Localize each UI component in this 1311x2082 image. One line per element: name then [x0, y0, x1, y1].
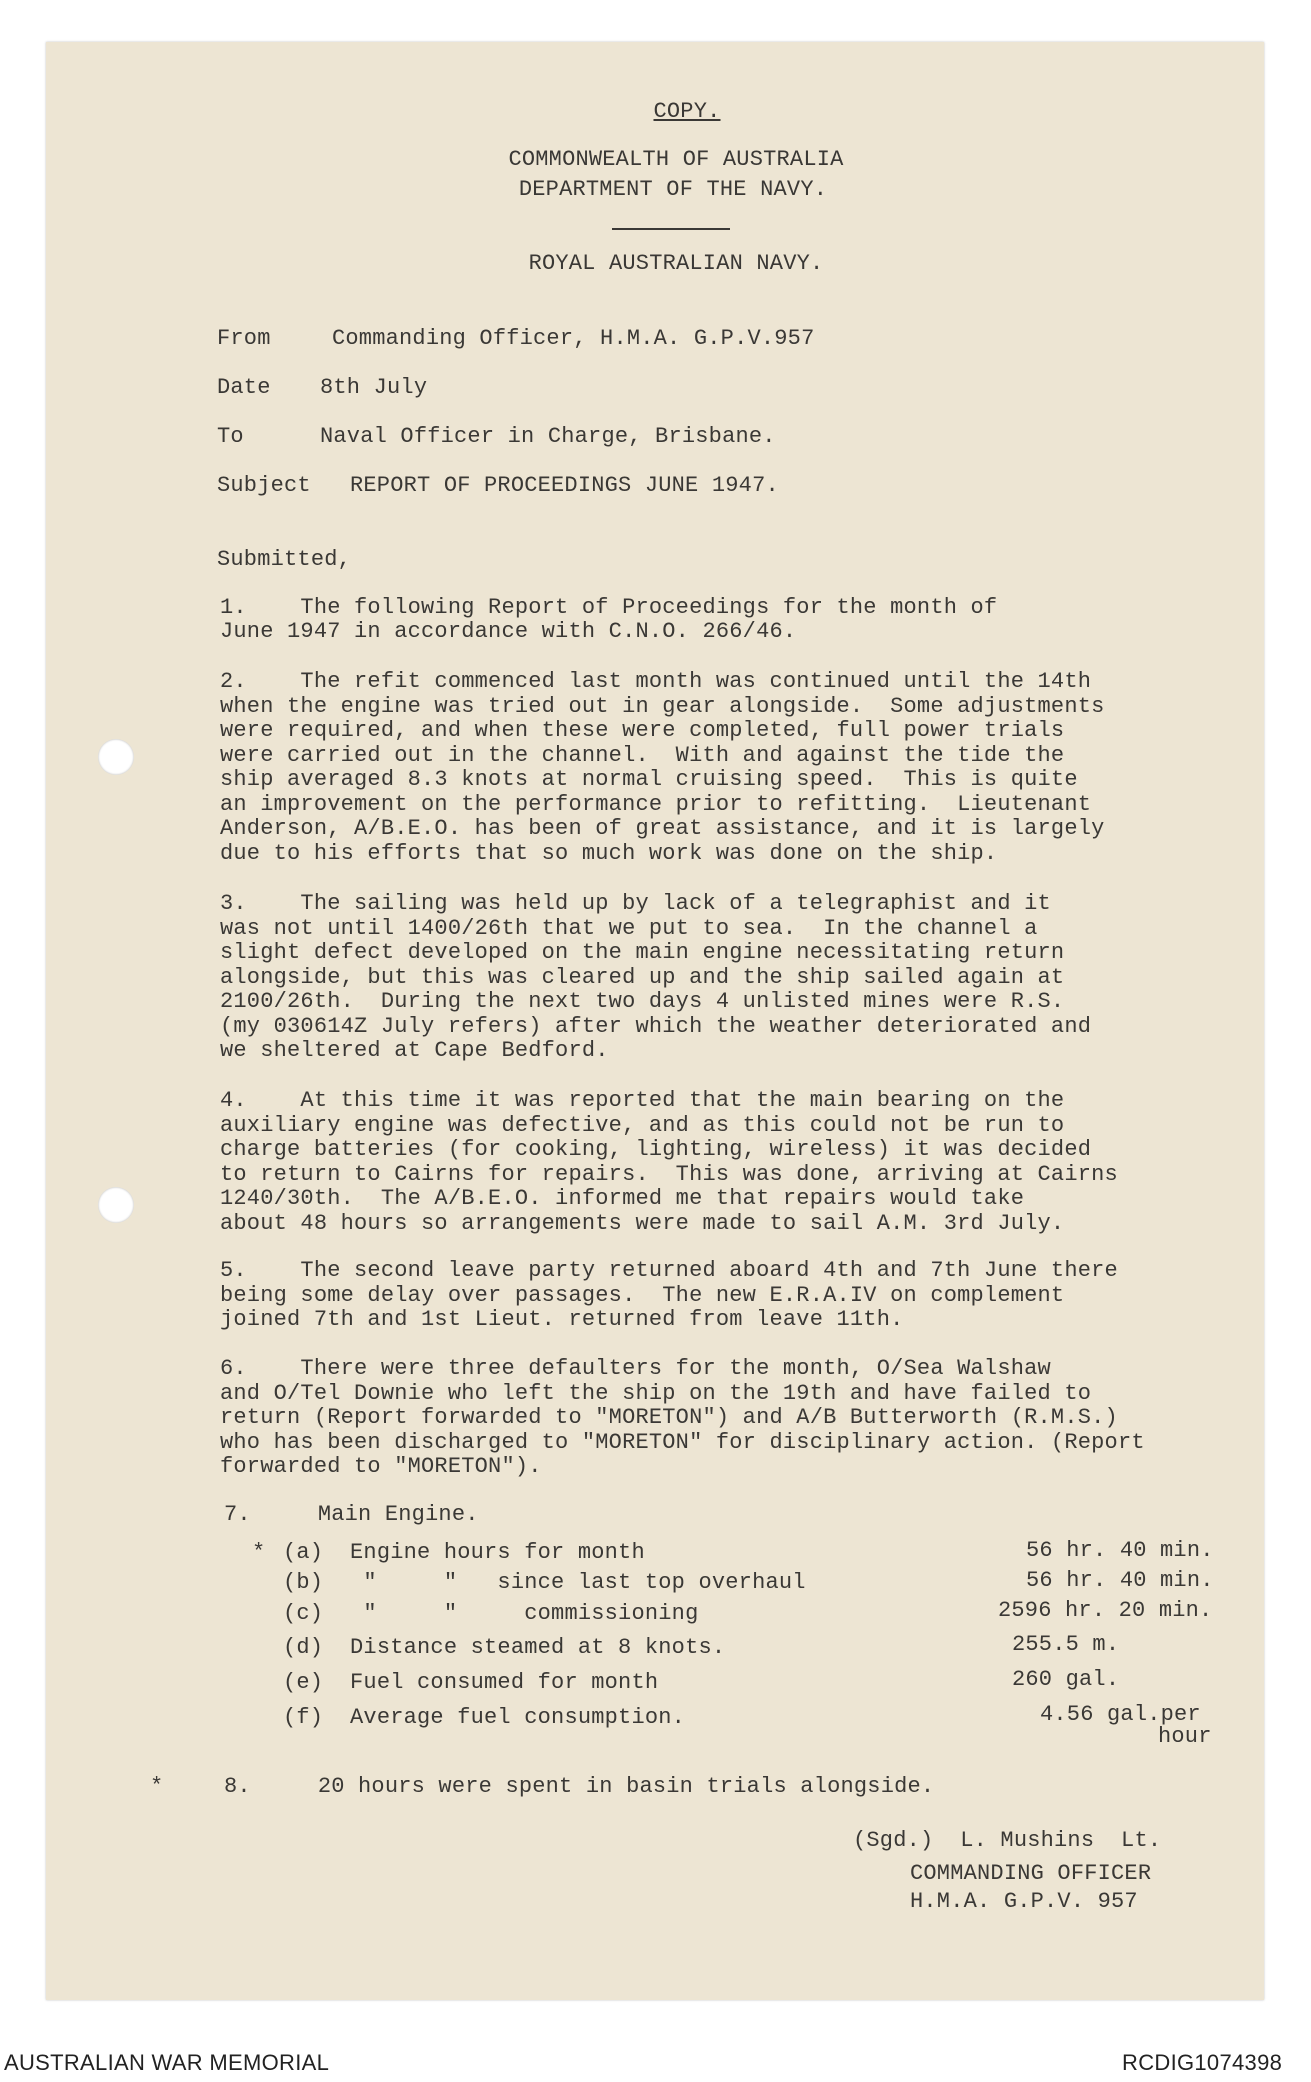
- footer-archive-name: AUSTRALIAN WAR MEMORIAL: [4, 2050, 330, 2075]
- engine-row-value: 4.56 gal.per: [1040, 1702, 1201, 1727]
- submitted-text: Submitted,: [217, 547, 352, 572]
- paragraph-3-line: we sheltered at Cape Bedford.: [220, 1038, 609, 1063]
- paragraph-2-line: an improvement on the performance prior to refitting. Lieutenant: [220, 791, 1092, 817]
- from-value: Commanding Officer, H.M.A. G.P.V.957: [332, 326, 815, 351]
- paragraph-2-line: due to his efforts that so much work was done on the ship.: [220, 840, 998, 866]
- engine-row-value: 255.5 m.: [1012, 1632, 1120, 1657]
- punch-hole: [98, 739, 134, 775]
- header-line-2: DEPARTMENT OF THE NAVY.: [518, 177, 828, 202]
- date-value: 8th July: [320, 375, 428, 400]
- engine-row-value: 2596 hr. 20 min.: [998, 1598, 1213, 1623]
- paragraph-4-line: to return to Cairns for repairs. This was done, arriving at Cairns: [220, 1161, 1118, 1187]
- paragraph-4-line: auxiliary engine was defective, and as this could not be run to: [220, 1112, 1065, 1138]
- to-label: To: [217, 424, 244, 449]
- subject-value: REPORT OF PROCEEDINGS JUNE 1947.: [350, 473, 779, 498]
- engine-row-label: (e) Fuel consumed for month: [283, 1670, 659, 1695]
- paragraph-5-line: joined 7th and 1st Lieut. returned from leave 11th.: [220, 1307, 904, 1332]
- paragraph-4-line: charge batteries (for cooking, lighting, wireless) it was decided: [220, 1137, 1092, 1162]
- paragraph-3-line: (my 030614Z July refers) after which the weather deteriorated and: [220, 1013, 1092, 1039]
- paragraph-1-line: 1. The following Report of Proceedings for the month of: [220, 595, 998, 620]
- footer-record-id: RCDIG1074398: [1122, 2050, 1283, 2075]
- paragraph-6-line: 6. There were three defaulters for the month, O/Sea Walshaw: [220, 1356, 1051, 1381]
- paragraph-2-line: were required, and when these were completed, full power trials: [220, 718, 1065, 743]
- paragraph-2-line: when the engine was tried out in gear alongside. Some adjustments: [220, 693, 1105, 719]
- asterisk-mark: *: [150, 1774, 164, 1799]
- paragraph-8-line: 8. 20 hours were spent in basin trials alongside.: [224, 1774, 935, 1799]
- to-value: Naval Officer in Charge, Brisbane.: [320, 424, 776, 449]
- engine-row-label: (c) " " commissioning: [283, 1601, 699, 1626]
- engine-row-value: 56 hr. 40 min.: [1026, 1538, 1214, 1563]
- paragraph-6-line: who has been discharged to "MORETON" for disciplinary action. (Report: [220, 1429, 1145, 1455]
- header-line-3: ROYAL AUSTRALIAN NAVY.: [528, 251, 824, 276]
- signature-line: (Sgd.) L. Mushins Lt.: [853, 1828, 1162, 1853]
- paragraph-3-line: slight defect developed on the main engine necessitating return: [220, 940, 1065, 965]
- paragraph-5-line: being some delay over passages. The new E.R.A.IV on complement: [220, 1282, 1065, 1308]
- paragraph-2-line: were carried out in the channel. With and against the tide the: [220, 742, 1065, 768]
- paragraph-3-line: 3. The sailing was held up by lack of a telegraphist and it: [220, 891, 1051, 916]
- paragraph-2-line: Anderson, A/B.E.O. has been of great assistance, and it is largely: [220, 816, 1105, 841]
- paragraph-1-line: June 1947 in accordance with C.N.O. 266/46.: [220, 619, 797, 644]
- paragraph-5-line: 5. The second leave party returned aboard 4th and 7th June there: [220, 1258, 1118, 1283]
- header-divider: [612, 228, 730, 230]
- engine-row-label: (b) " " since last top overhaul: [283, 1570, 806, 1595]
- subject-label: Subject: [217, 473, 311, 498]
- from-label: From: [217, 326, 271, 351]
- header-line-1: COMMONWEALTH OF AUSTRALIA: [508, 147, 844, 172]
- paragraph-3-line: alongside, but this was cleared up and the ship sailed again at: [220, 964, 1065, 990]
- paragraph-4-line: 4. At this time it was reported that the main bearing on the: [220, 1088, 1065, 1113]
- engine-row-label: (f) Average fuel consumption.: [283, 1705, 686, 1730]
- engine-row-label: (d) Distance steamed at 8 knots.: [283, 1635, 726, 1660]
- paragraph-4-line: 1240/30th. The A/B.E.O. informed me that repairs would take: [220, 1186, 1025, 1211]
- engine-row-value: 260 gal.: [1012, 1667, 1120, 1692]
- signature-vessel: H.M.A. G.P.V. 957: [910, 1889, 1138, 1914]
- engine-row-value-continued: hour: [1158, 1724, 1212, 1749]
- paragraph-3-line: was not until 1400/26th that we put to sea. In the channel a: [220, 915, 1038, 941]
- date-label: Date: [217, 375, 271, 400]
- paragraph-2-line: 2. The refit commenced last month was continued until the 14th: [220, 669, 1092, 694]
- engine-row-value: 56 hr. 40 min.: [1026, 1568, 1214, 1593]
- signature-title: COMMANDING OFFICER: [910, 1861, 1152, 1886]
- punch-hole: [98, 1187, 134, 1223]
- asterisk-mark: *: [252, 1540, 266, 1565]
- engine-heading: 7. Main Engine.: [224, 1502, 479, 1527]
- paragraph-3-line: 2100/26th. During the next two days 4 unlisted mines were R.S.: [220, 989, 1065, 1014]
- engine-row-label: (a) Engine hours for month: [283, 1540, 645, 1565]
- paragraph-6-line: return (Report forwarded to "MORETON") and A/B Butterworth (R.M.S.): [220, 1405, 1118, 1430]
- paragraph-6-line: forwarded to "MORETON").: [220, 1454, 542, 1479]
- paragraph-2-line: ship averaged 8.3 knots at normal cruising speed. This is quite: [220, 767, 1078, 792]
- paragraph-4-line: about 48 hours so arrangements were made to sail A.M. 3rd July.: [220, 1210, 1065, 1236]
- paragraph-6-line: and O/Tel Downie who left the ship on the 19th and have failed to: [220, 1380, 1092, 1406]
- copy-mark: COPY.: [653, 99, 721, 124]
